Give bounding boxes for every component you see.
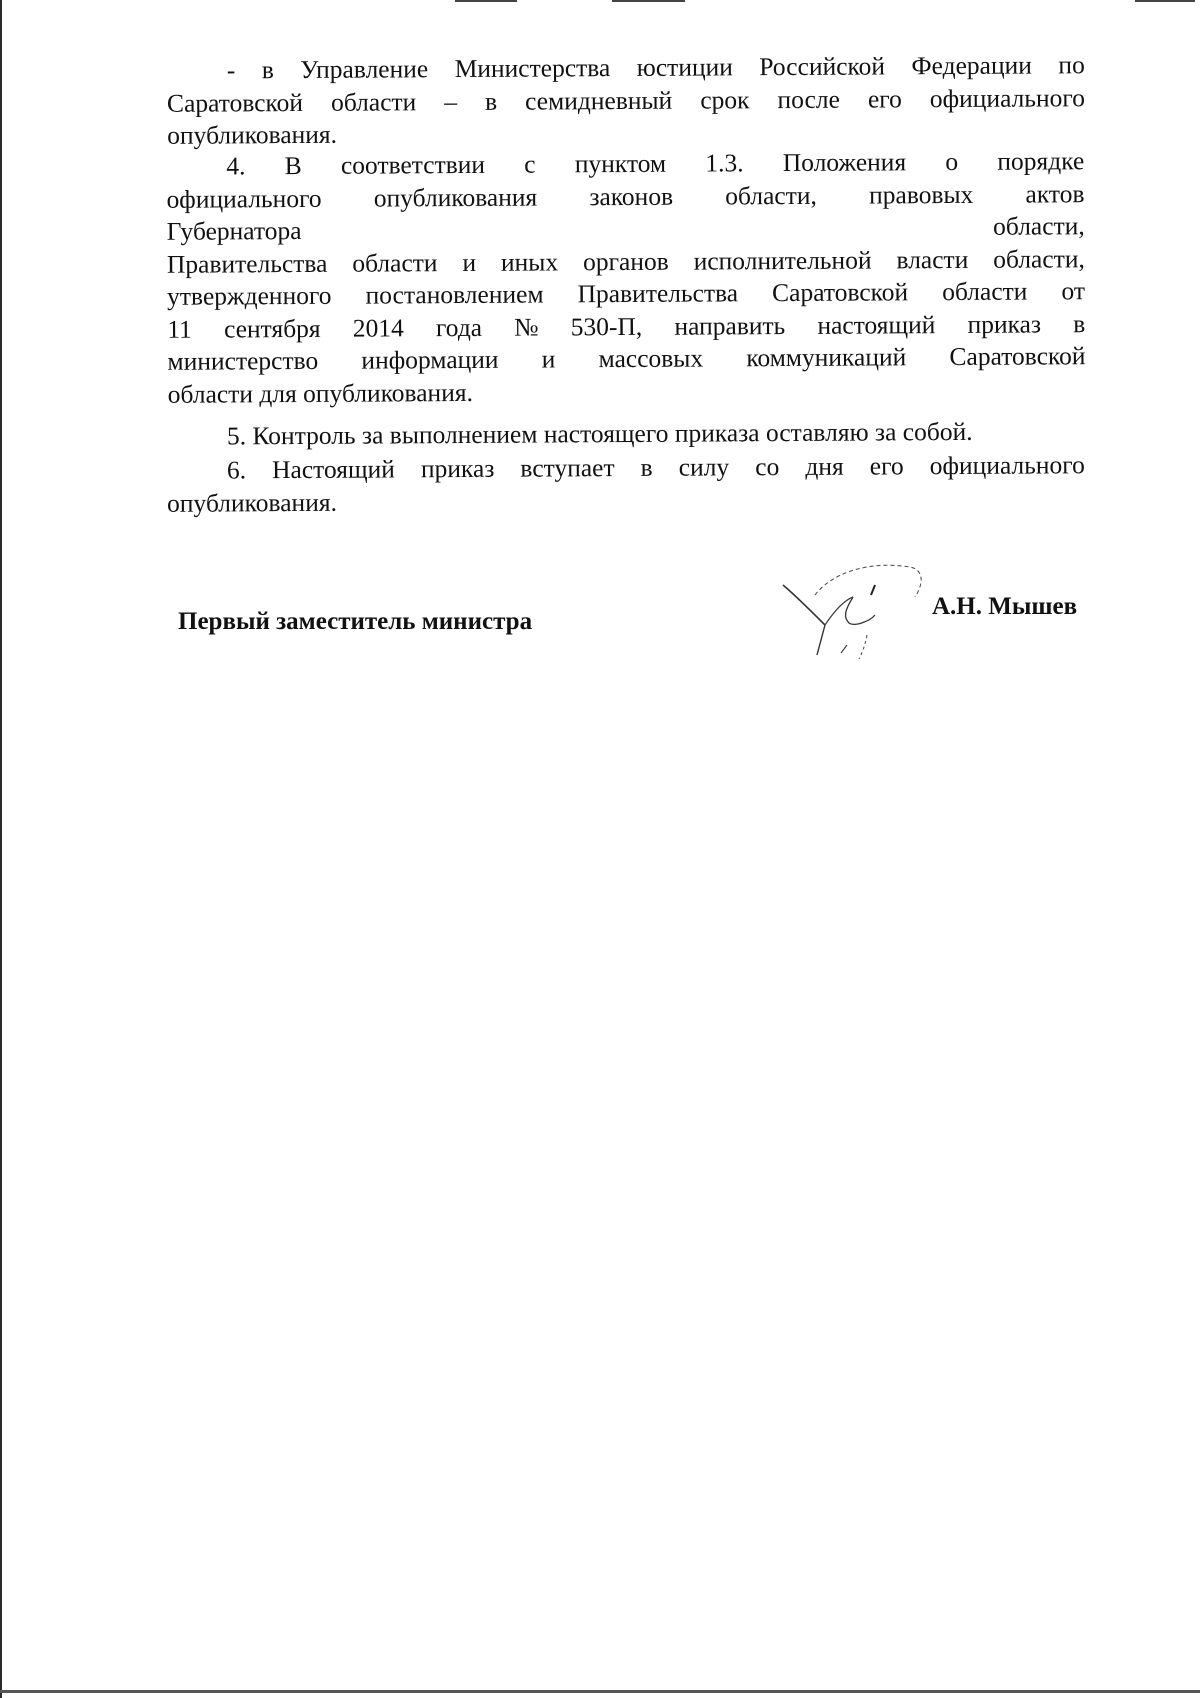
word: официального bbox=[166, 183, 322, 214]
scan-artifact bbox=[612, 0, 685, 2]
word: опубликования bbox=[373, 182, 538, 213]
scan-edge bbox=[0, 0, 2, 1698]
text-fragment: Губернатора bbox=[166, 215, 302, 246]
word: министерство bbox=[167, 345, 319, 376]
paragraph-4 bbox=[166, 145, 1086, 411]
word: семидневный bbox=[525, 85, 673, 116]
word: области bbox=[330, 86, 417, 117]
text-line: опубликования. bbox=[167, 487, 337, 518]
scan-edge bbox=[0, 1690, 1200, 1693]
word: и bbox=[462, 247, 477, 277]
word: юстиции bbox=[636, 52, 733, 82]
word: сентября bbox=[223, 313, 321, 343]
word: 6. bbox=[226, 455, 247, 485]
word: информации bbox=[361, 344, 499, 375]
word: его bbox=[867, 83, 902, 114]
word: В bbox=[284, 150, 302, 181]
word: 530-П, bbox=[570, 311, 643, 341]
word: иных bbox=[500, 246, 559, 277]
word: официального bbox=[929, 82, 1086, 113]
word: о bbox=[945, 146, 959, 177]
word: массовых bbox=[598, 343, 704, 374]
word: законов bbox=[589, 181, 674, 211]
word: и bbox=[541, 344, 556, 374]
word: года bbox=[435, 312, 483, 342]
word: срок bbox=[700, 84, 750, 115]
word: № bbox=[514, 312, 539, 342]
word: коммуникаций bbox=[746, 342, 907, 373]
word: направить bbox=[674, 310, 786, 341]
word: в bbox=[484, 86, 498, 116]
word: - bbox=[226, 55, 236, 85]
handwritten-signature bbox=[775, 555, 945, 670]
word: настоящий bbox=[817, 309, 936, 340]
word: 11 bbox=[167, 314, 192, 344]
word: силу bbox=[678, 452, 730, 482]
word: утвержденного bbox=[167, 280, 332, 311]
text-line: 5. Контроль за выполнением настоящего приказа оставляю за собой. bbox=[226, 416, 973, 451]
word: Федерации bbox=[911, 50, 1032, 81]
word: с bbox=[524, 149, 536, 179]
signature-name: А.Н. Мышев bbox=[932, 593, 1078, 620]
word: Настоящий bbox=[271, 454, 395, 485]
word: Правительства bbox=[166, 248, 328, 279]
word: официального bbox=[929, 450, 1085, 481]
word: порядке bbox=[997, 146, 1085, 176]
word: приказ bbox=[967, 308, 1042, 339]
text-fragment: области, bbox=[992, 211, 1085, 241]
word: в bbox=[640, 452, 653, 482]
word: в bbox=[1073, 308, 1086, 338]
word: исполнительной bbox=[693, 244, 872, 276]
word: Саратовской bbox=[949, 341, 1086, 372]
word: области, bbox=[993, 243, 1085, 274]
scan-artifact bbox=[1135, 0, 1195, 2]
word: власти bbox=[896, 244, 969, 274]
word: в bbox=[261, 55, 274, 85]
word: по bbox=[1058, 50, 1085, 80]
word: Саратовской bbox=[772, 277, 909, 308]
word: 2014 bbox=[352, 312, 404, 343]
word: Саратовской bbox=[166, 87, 304, 118]
word: 1.3. bbox=[705, 148, 744, 178]
word: Правительства bbox=[577, 278, 739, 309]
word: постановлением bbox=[365, 279, 544, 310]
word: 4. bbox=[226, 151, 246, 181]
word: области bbox=[352, 247, 438, 278]
word: дня bbox=[805, 451, 844, 481]
signature-title: Первый заместитель министра bbox=[178, 608, 533, 635]
word: со bbox=[755, 452, 780, 482]
paragraph-5 bbox=[167, 415, 1085, 453]
word: правовых bbox=[868, 179, 974, 210]
word: Министерства bbox=[454, 53, 611, 84]
text-line: опубликования. bbox=[167, 119, 338, 150]
word: пунктом bbox=[574, 148, 667, 179]
word: органов bbox=[582, 246, 669, 276]
word: Положения bbox=[782, 147, 907, 178]
word: вступает bbox=[520, 453, 615, 483]
word: от bbox=[1061, 276, 1086, 306]
word: области bbox=[942, 276, 1028, 307]
paragraph-6 bbox=[167, 449, 1085, 520]
text-line: области для опубликования. bbox=[167, 377, 473, 409]
word: его bbox=[869, 451, 904, 481]
paragraph-3-continuation bbox=[167, 49, 1086, 152]
word: после bbox=[777, 84, 840, 114]
word: актов bbox=[1025, 178, 1085, 209]
word: – bbox=[444, 86, 458, 116]
scan-artifact bbox=[455, 0, 517, 2]
word: соответствии bbox=[340, 149, 486, 180]
word: Управление bbox=[300, 54, 429, 84]
word: Российской bbox=[759, 51, 886, 82]
word: приказ bbox=[420, 453, 495, 484]
word: области, bbox=[725, 180, 817, 210]
